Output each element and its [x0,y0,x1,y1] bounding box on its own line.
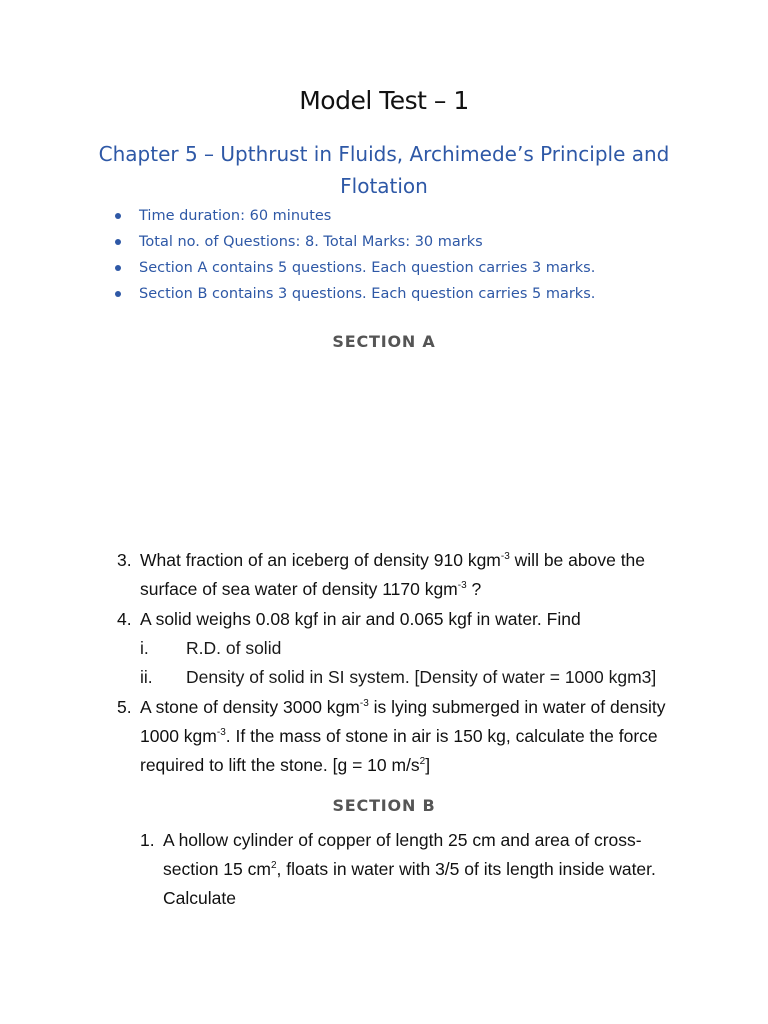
bullet-icon [115,265,121,271]
test-info-list [112,204,595,308]
question-number: 5. [117,697,132,717]
section-a-heading: SECTION A [332,332,436,351]
section-b-question-1: 1. A hollow cylinder of copper of length 25 cm and area of cross-section 15 $cm^2$, floats in water with 3/5 of its length inside water. Calculate [163,826,683,913]
question-5: 5. A stone of density 3000 kgm$^{-3}$ is lying submerged in water of density 1000 kgm$^{-3}$. If the mass of stone in air is 150 kg, calculate the force required to lift the stone. [g = 10 $m/s^2$] [140,693,675,780]
question-4: 4. A solid weighs 0.08 kgf in air and 0.065 kgf in water. Find [140,605,700,634]
bullet-icon [115,213,121,219]
bullet-icon [115,291,121,297]
section-b-heading: SECTION B [332,796,436,815]
bullet-icon [115,239,121,245]
question-number: 3. [117,550,132,570]
chapter-subtitle: Chapter 5 – Upthrust in Fluids, Archimede’s Principle and Flotation [98,142,670,198]
info-item: Time duration: 60 minutes [112,204,595,230]
info-item: Section B contains 3 questions. Each question carries 5 marks. [112,282,595,308]
document-page: Model Test – 1 Chapter 5 – Upthrust in Fluids, Archimede’s Principle and Flotation Time duration: 60 minutes Total no. of Questions: 8. Total Marks: 30 marks Section A contains 5 questions. Each question carries 3 marks. Section B contains 3 questions. Each question carries 5 marks. SECTION A 3. What fraction of an iceberg of density 910 kgm$^{-3}$ will be above the surface of sea water of density 1170 kgm$^{-3}$ ? 4. A solid weighs 0.08 kgf in air and 0.065 kgf in water. Find i. R.D. of solid ii. Density of solid in SI system. [Density of water = 1000 kgm3] 5. A stone of density 3000 kgm$^{-3}$ is lying submerged in water of density 1000 kgm$^{-3}$. If the mass of stone in air is 150 kg, calculate the force required to lift the stone. [g = 10 $m/s^2$] SECTION B 1. A hollow cylinder of copper of length 25 cm and area of cross-section 15 $cm^2$, floats in water with 3/5 of its length inside water. Calculate [0,0,768,1024]
info-item: Total no. of Questions: 8. Total Marks: 30 marks [112,230,595,256]
question-number: 4. [117,609,132,629]
page-title: Model Test – 1 [299,86,469,115]
question-number: 1. [140,830,155,850]
question-3: 3. What fraction of an iceberg of density 910 kgm$^{-3}$ will be above the surface of sea water of density 1170 kgm$^{-3}$ ? [140,546,680,604]
info-item: Section A contains 5 questions. Each question carries 3 marks. [112,256,595,282]
